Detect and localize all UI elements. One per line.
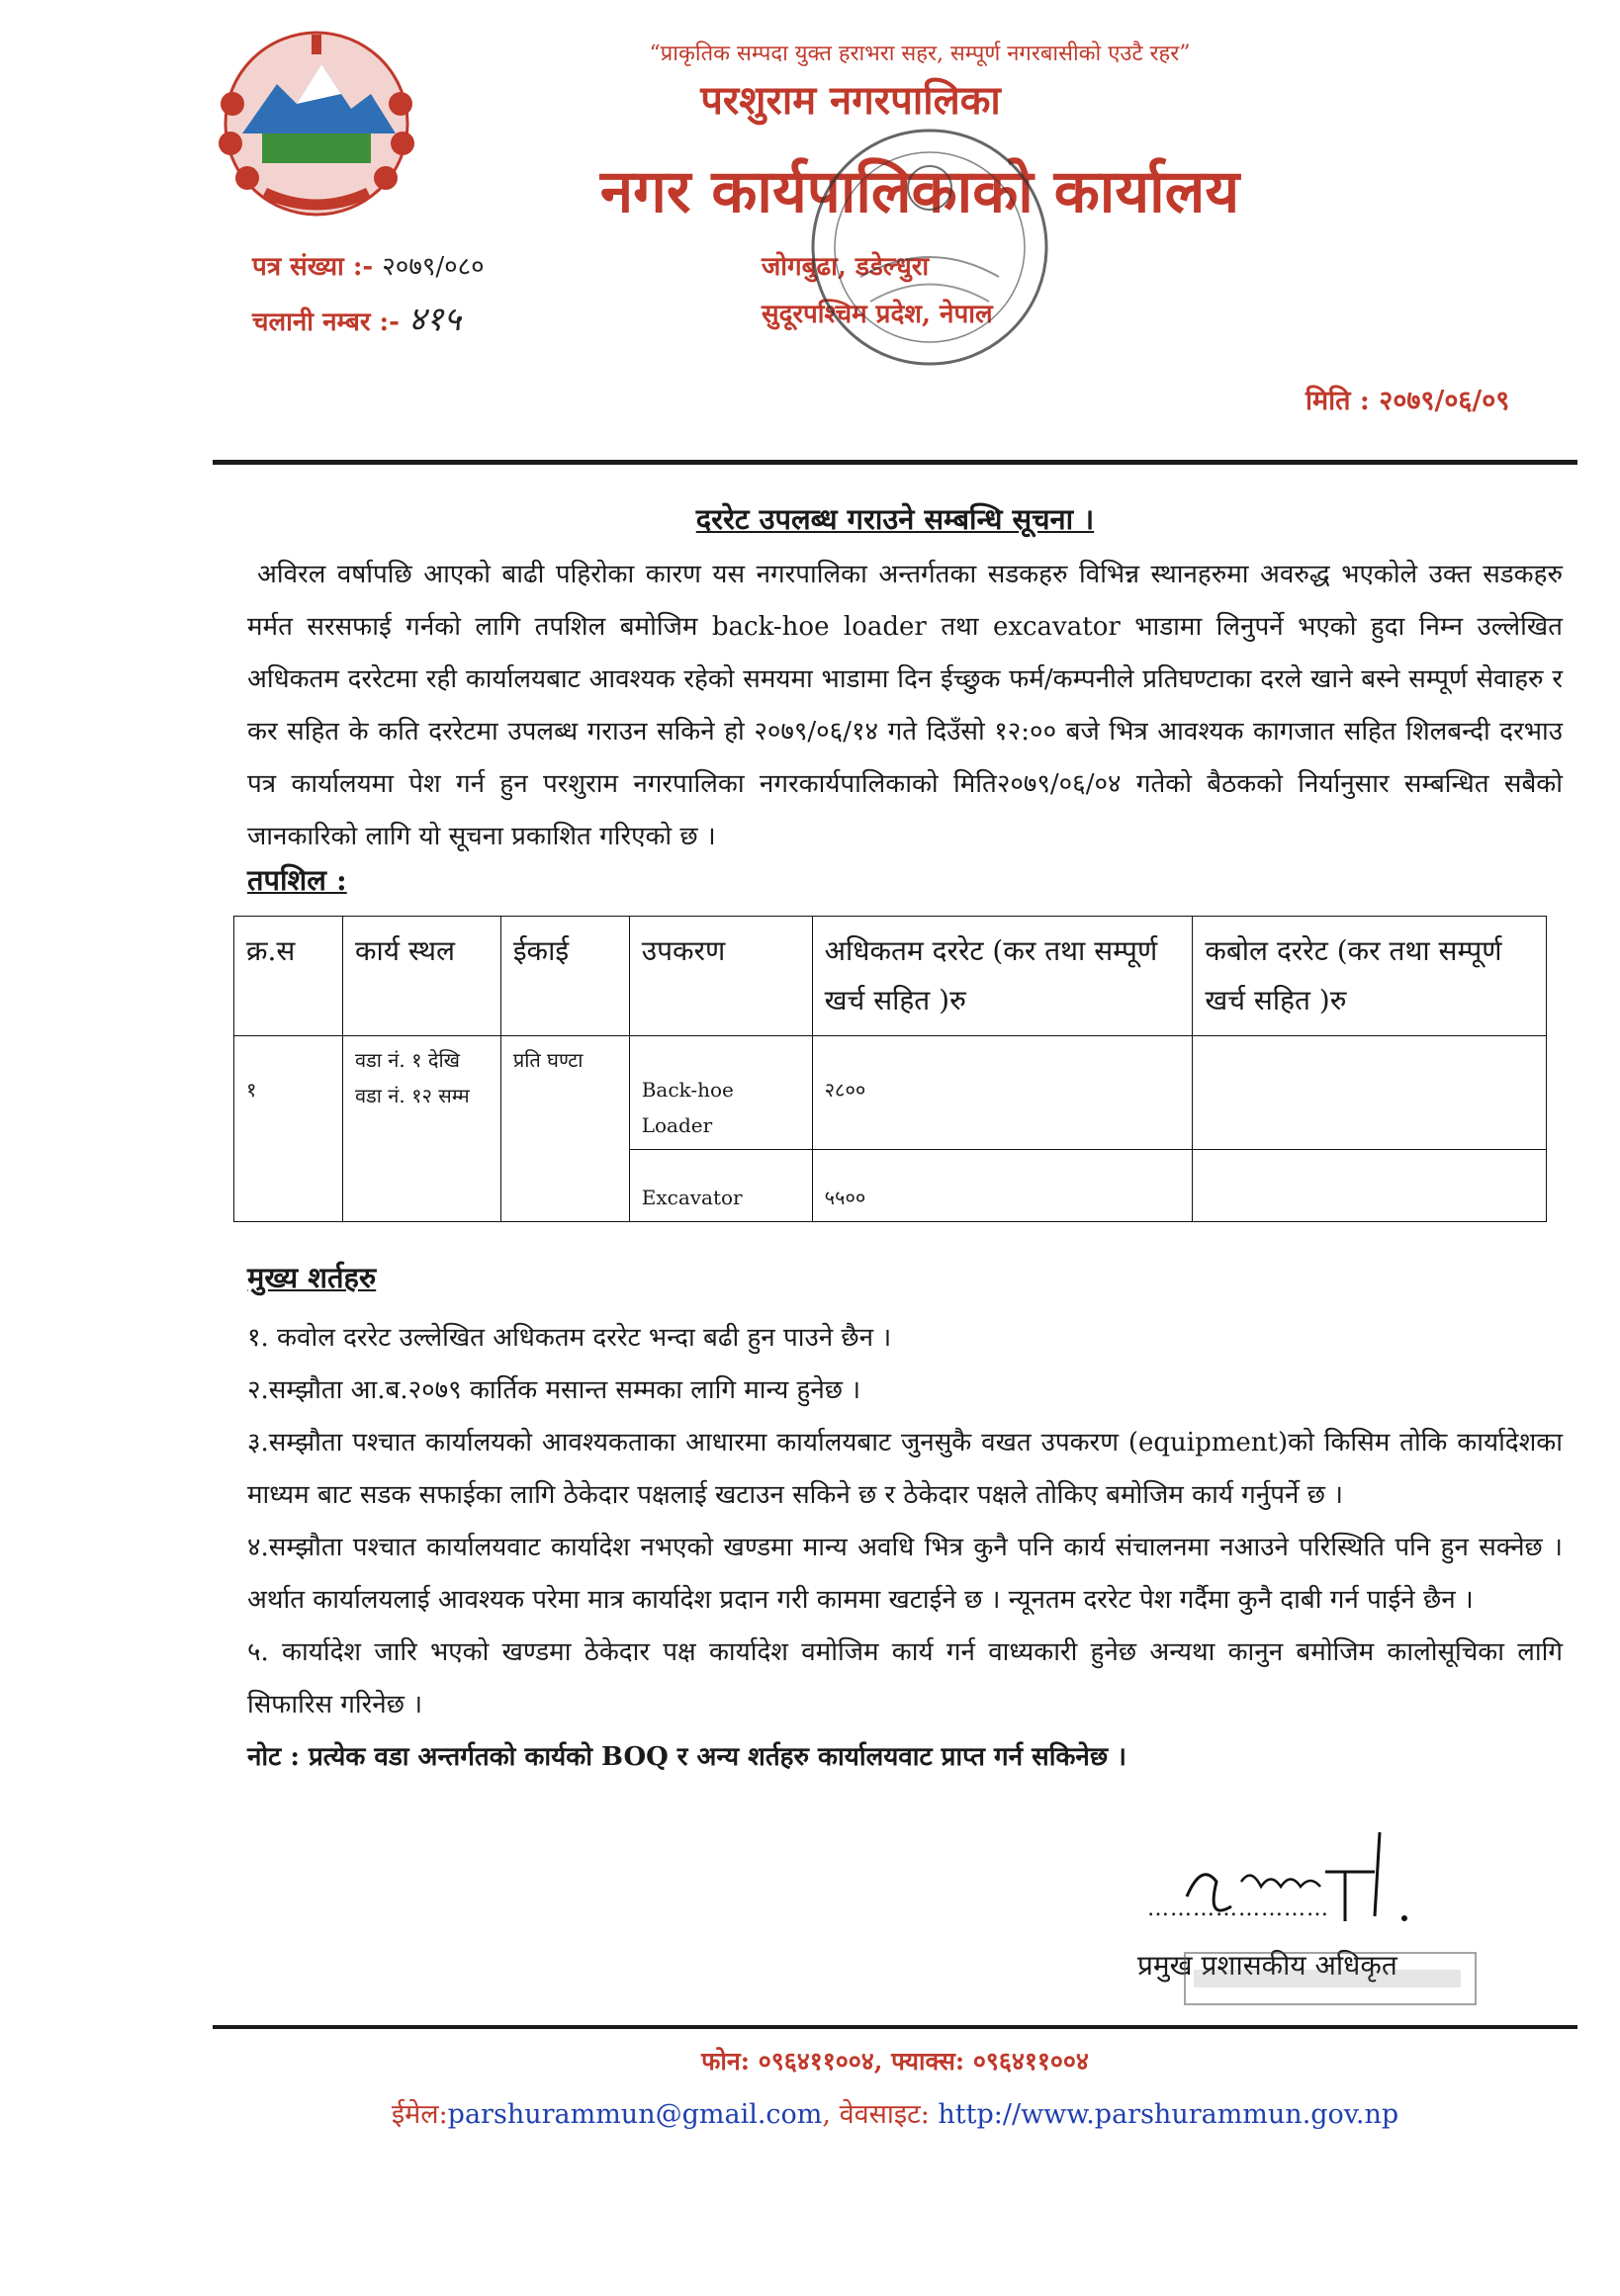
rate-table [233,916,1547,1209]
cell-location: वडा नं. १ देखि वडा नं. १२ सम्म [342,1036,500,1222]
municipality-name: परशुराम नगरपालिका [700,77,1001,124]
cell-bid-rate [1193,1036,1547,1150]
date-value: २०७९/०६/०९ [1379,386,1510,416]
table-header-row [234,917,1547,1036]
conditions-heading: मुख्य शर्तहरु [247,1261,377,1294]
conditions-list [247,1312,1563,1784]
email-label: ईमेल: [391,2099,448,2130]
notice-title: दररेट उपलब्ध गराउने सम्बन्धि सूचना । [695,502,1095,536]
address-line-2: सुदूरपश्चिम प्रदेश, नेपाल [762,300,993,329]
schedule-heading: तपशिल : [247,863,347,897]
condition-item: २.सम्झौता आ.ब.२०७९ कार्तिक मसान्त सम्मका लागि मान्य हुनेछ । [247,1375,861,1405]
reference-label: पत्र संख्या :- [252,252,374,282]
cell-sn: १ [234,1036,343,1222]
office-title: नगर कार्यपालिकाको कार्यालय [599,157,1240,226]
signature-line: …………………… [1147,1897,1329,1921]
table-row [234,1036,1547,1150]
dispatch-value-handwritten: ४१५ [407,300,461,339]
cell-max-rate: ५५०० [812,1150,1193,1222]
cell-bid-rate [1193,1150,1547,1222]
header-divider [213,460,1577,465]
nepal-emblem-logo [203,25,430,222]
signatory-stamp [1182,1950,1479,2007]
signatory-title: प्रमुख प्रशासकीय अधिकृत [1137,1949,1397,1982]
col-header-unit: ईकाई [500,917,629,1036]
date [1305,381,1509,417]
col-header-max-rate: अधिकतम दररेट (कर तथा सम्पूर्ण खर्च सहित )रु [812,917,1193,1036]
contact-line [213,2094,1577,2131]
condition-item: ५. कार्यादेश जारि भएको खण्डमा ठेकेदार पक्ष कार्यादेश वमोजिम कार्य गर्न वाध्यकारी हुनेछ अन्यथा कानुन बमोजिम कालोसूचिका लागि सिफारिस गरिनेछ । [247,1637,1563,1720]
reference-value: २०७९/०८० [382,252,485,282]
condition-item: ४.सम्झौता पश्चात कार्यालयवाट कार्यादेश नभएको खण्डमा मान्य अवधि भित्र कुनै पनि कार्य संचालनमा नआउने परिस्थिति पनि हुन सक्नेछ । अर्थात कार्यालयलाई आवश्यक परेमा मात्र कार्यादेश प्रदान गरी काममा खटाईने छ । न्यूनतम दररेट पेश गर्दैमा कुनै दाबी गर्न पाईने छैन । [247,1533,1563,1615]
reference-number [252,247,485,283]
website-label: , वेवसाइट: [822,2099,930,2130]
footer-divider [213,2025,1577,2029]
note: नोट : प्रत्येक वडा अन्तर्गतको कार्यको BOQ र अन्य शर्तहरु कार्यालयवाट प्राप्त गर्न सकिनेछ । [247,1742,1126,1772]
email-link[interactable]: parshurammun@gmail.com [447,2099,823,2130]
dispatch-number [252,295,461,340]
cell-equipment: Excavator [629,1150,812,1222]
address-line-1: जोगबुढा, डडेल्धुरा [762,252,930,282]
col-header-location: कार्य स्थल [342,917,500,1036]
website-link[interactable]: http://www.parshurammun.gov.np [938,2099,1399,2130]
condition-item: ३.सम्झौता पश्चात कार्यालयको आवश्यकताका आधारमा कार्यालयबाट जुनसुकै वखत उपकरण (equipment)को किसिम तोकि कार्यादेशका माध्यम बाट सडक सफाईका लागि ठेकेदार पक्षलाई खटाउन सकिने छ र ठेकेदार पक्षले तोकिए बमोजिम कार्य गर्नुपर्ने छ । [247,1428,1563,1510]
office-seal-stamp [801,119,1058,376]
cell-equipment: Back-hoe Loader [629,1036,812,1150]
slogan: “प्राकृतिक सम्पदा युक्त हराभरा सहर, सम्पूर्ण नगरबासीको एउटै रहर” [649,42,1191,66]
col-header-equipment: उपकरण [629,917,812,1036]
condition-item: १. कवोल दररेट उल्लेखित अधिकतम दररेट भन्दा बढी हुन पाउने छैन । [247,1323,892,1353]
date-label: मिति : [1305,386,1370,416]
cell-unit: प्रति घण्टा [500,1036,629,1222]
dispatch-label: चलानी नम्बर :- [252,308,400,337]
cell-max-rate: २८०० [812,1036,1193,1150]
col-header-sn: क्र.स [234,917,343,1036]
phone-fax: फोन: ०९६४११००४, फ्याक्स: ०९६४११००४ [701,2047,1089,2075]
col-header-bid-rate: कबोल दररेट (कर तथा सम्पूर्ण खर्च सहित )रु [1193,917,1547,1036]
notice-paragraph: अविरल वर्षापछि आएको बाढी पहिरोका कारण यस नगरपालिका अन्तर्गतका सडकहरु विभिन्न स्थानहरुमा अवरुद्ध भएकोले उक्त सडकहरु मर्मत सरसफाई गर्नको लागि तपशिल बमोजिम back-hoe loader तथा excavator भाडामा लिनुपर्ने भएको हुदा निम्न उल्लेखित अधिकतम दररेटमा रही कार्यालयबाट आवश्यक रहेको समयमा भाडामा दिन ईच्छुक फर्म/कम्पनीले प्रतिघण्टाका दरले खाने बस्ने सम्पूर्ण सेवाहरु र कर सहित के कति दररेटमा उपलब्ध गराउन सकिने हो २०७९/०६/१४ गते दिउँसो १२:०० बजे भित्र आवश्यक कागजात सहित शिलबन्दी दरभाउ पत्र कार्यालयमा पेश गर्न हुन परशुराम नगरपालिका नगरकार्यपालिकाको मिति२०७९/०६/०४ गतेको बैठकको निर्यानुसार सम्बन्धित सबैको जानकारिको लागि यो सूचना प्रकाशित गरिएको छ । [247,560,1563,851]
